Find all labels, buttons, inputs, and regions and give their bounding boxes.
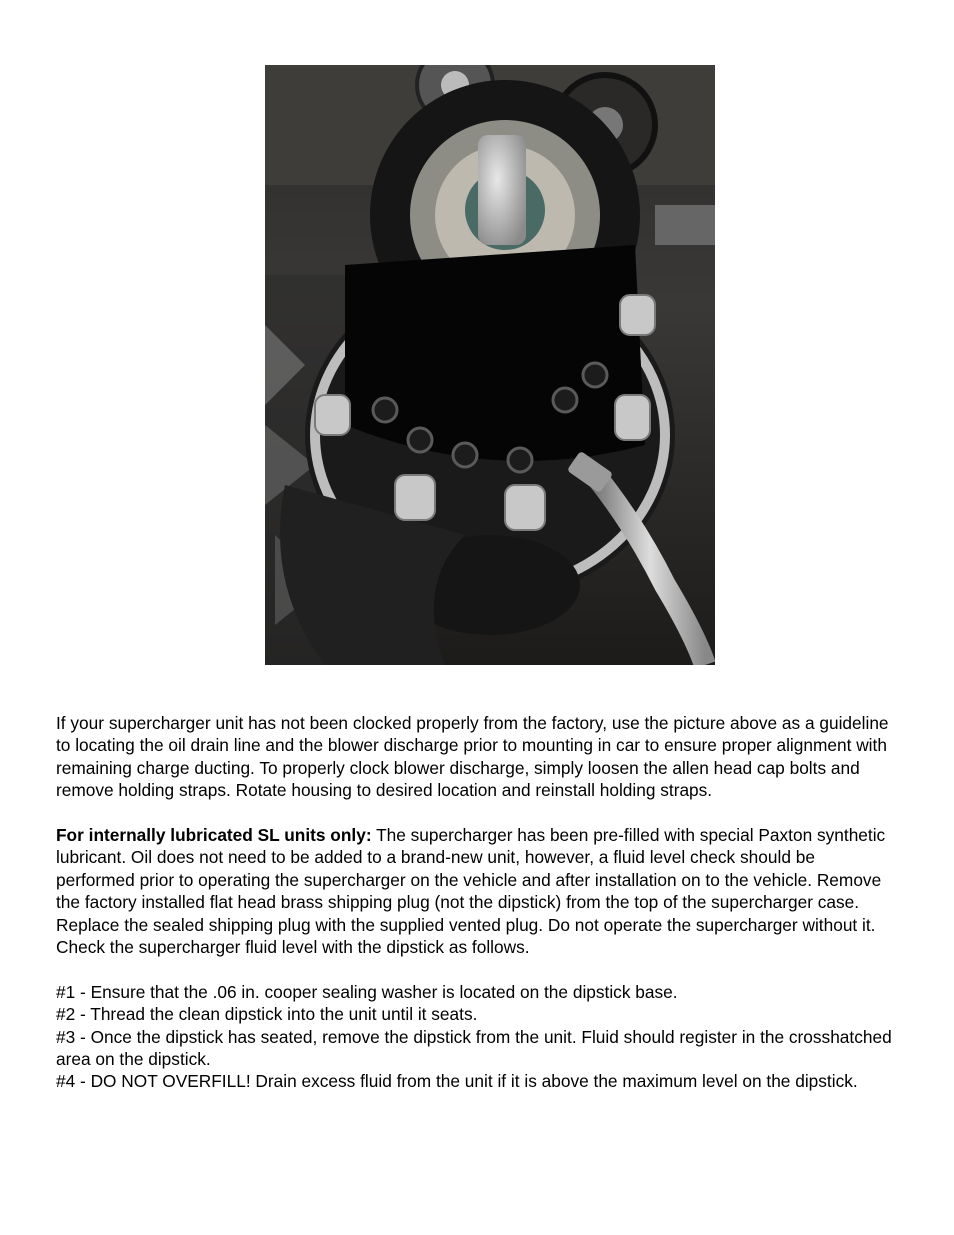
step-item: #3 - Once the dipstick has seated, remove the dipstick from the unit. Fluid should register in the crosshatched area on the dipstick. xyxy=(56,1026,892,1070)
clocking-paragraph: If your supercharger unit has not been clocked properly from the factory, use the picture above as a guideline to locating the oil drain line and the blower discharge prior to mounting in car to ensure proper alignment with remaining charge ducting. To properly clock blower discharge, simply loosen the allen head cap bolts and remove holding straps. Rotate housing to desired location and reinstall holding straps. xyxy=(56,713,889,801)
lubrication-body: The supercharger has been pre-filled with special Paxton synthetic lubricant. Oil does not need to be added to a brand-new unit, however, a fluid level check should be performed prior to operating the supercharger on the vehicle and after installation on to the vehicle. Remove the factory installed flat head brass shipping plug (not the dipstick) from the top of the supercharger case. Replace the sealed shipping plug with the supplied vented plug. Do not operate the supercharger without it. Check the supercharger fluid level with the dipstick as follows. xyxy=(56,825,886,958)
step-item: #1 - Ensure that the .06 in. cooper sealing washer is located on the dipstick base. xyxy=(56,981,678,1002)
supercharger-photo xyxy=(265,65,715,665)
dipstick-steps xyxy=(56,981,896,1093)
instructions-text xyxy=(56,712,896,1093)
step-item: #2 - Thread the clean dipstick into the unit until it seats. xyxy=(56,1004,478,1025)
lubrication-lead: For internally lubricated SL units only: xyxy=(56,825,372,846)
step-item: #4 - DO NOT OVERFILL! Drain excess fluid from the unit if it is above the maximum level on the dipstick. xyxy=(56,1071,858,1092)
lubrication-paragraph xyxy=(56,824,896,958)
